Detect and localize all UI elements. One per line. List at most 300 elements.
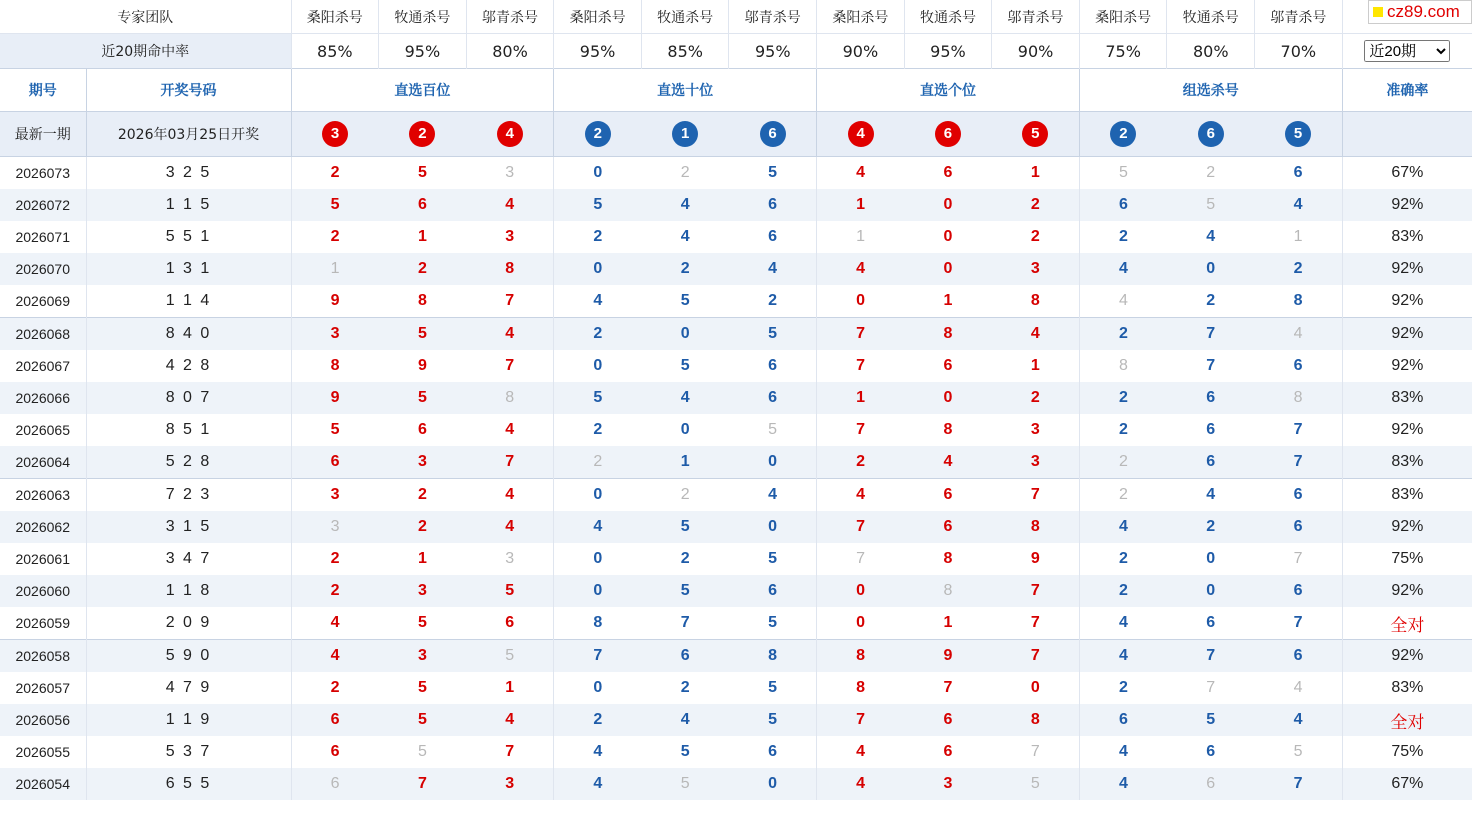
kill-number-cell: 1 (641, 446, 729, 479)
hit-rate: 90% (817, 34, 905, 69)
kill-number-cell: 6 (1079, 704, 1167, 736)
kill-number-cell: 2 (641, 253, 729, 285)
kill-number-cell: 8 (943, 550, 953, 567)
period-cell: 2026063 (0, 479, 86, 512)
draw-numbers-cell: 1 1 4 (86, 285, 291, 318)
latest-pick-ball: 3 (322, 121, 348, 147)
period-cell: 2026064 (0, 446, 86, 479)
kill-number-cell: 5 (1167, 189, 1255, 221)
kill-number-cell: 2 (291, 221, 379, 253)
latest-pick-ball: 2 (1110, 121, 1136, 147)
table-row (0, 736, 1472, 768)
kill-number-cell: 6 (904, 511, 992, 543)
kill-number-cell: 4 (904, 446, 992, 479)
table-row (0, 511, 1472, 543)
kill-number-cell: 3 (291, 318, 379, 351)
expert-name: 牧通杀号 (641, 0, 729, 34)
col-group: 组选杀号 (1079, 69, 1342, 112)
kill-number-cell: 2 (554, 221, 642, 253)
accuracy-cell: 92% (1342, 511, 1472, 543)
kill-number-cell: 7 (1030, 614, 1040, 631)
kill-number-cell: 4 (1167, 479, 1255, 512)
kill-number-cell: 6 (729, 382, 817, 414)
draw-numbers-cell: 8 5 1 (86, 414, 291, 446)
kill-number-cell: 5 (554, 189, 642, 221)
kill-number-cell: 7 (680, 614, 690, 631)
table-row (0, 479, 1472, 512)
kill-number-cell: 6 (729, 575, 817, 607)
kill-number-cell: 4 (817, 253, 905, 285)
kill-number-cell: 6 (1167, 768, 1255, 800)
draw-numbers-cell: 8 4 0 (86, 318, 291, 351)
kill-number-cell: 4 (817, 157, 905, 190)
kill-number-cell: 6 (1293, 164, 1303, 181)
kill-number-cell: 7 (992, 640, 1080, 673)
kill-number-cell: 0 (817, 575, 905, 607)
kill-number-cell: 2 (768, 292, 777, 309)
accuracy-cell: 83% (1342, 672, 1472, 704)
kill-number-cell: 9 (1030, 550, 1040, 567)
accuracy-cell: 75% (1342, 736, 1472, 768)
latest-pick-ball: 5 (1285, 121, 1311, 147)
kill-number-cell: 2 (291, 672, 379, 704)
kill-number-cell: 7 (1293, 614, 1303, 631)
period-cell: 2026059 (15, 615, 70, 631)
kill-number-cell: 8 (817, 672, 905, 704)
table-row (0, 607, 1472, 640)
hit-rate: 95% (379, 34, 467, 69)
kill-number-cell: 6 (291, 736, 379, 768)
kill-number-cell: 4 (291, 607, 379, 640)
hit-rate: 80% (466, 34, 554, 69)
kill-number-cell: 7 (505, 743, 515, 760)
kill-number-cell: 4 (466, 704, 554, 736)
latest-pick-ball: 5 (1022, 121, 1048, 147)
kill-number-cell: 3 (291, 479, 379, 512)
kill-number-cell: 5 (768, 421, 777, 438)
kill-number-cell: 7 (1255, 768, 1343, 800)
kill-number-cell: 2 (554, 318, 642, 351)
kill-number-cell: 2 (992, 382, 1080, 414)
kill-number-cell: 2 (641, 479, 729, 512)
kill-number-cell: 6 (1206, 743, 1216, 760)
kill-number-cell: 5 (291, 189, 379, 221)
kill-number-cell: 3 (904, 768, 992, 800)
kill-number-cell: 4 (641, 189, 729, 221)
draw-numbers-cell: 1 3 1 (86, 253, 291, 285)
kill-number-cell: 7 (1167, 318, 1255, 351)
period-cell: 2026071 (15, 229, 70, 245)
latest-pick-ball: 6 (760, 121, 786, 147)
expert-name: 桑阳杀号 (554, 0, 642, 34)
draw-numbers-cell: 5 9 0 (86, 640, 291, 673)
kill-number-cell: 0 (729, 768, 817, 800)
latest-pick-ball: 2 (409, 121, 435, 147)
period-cell: 2026057 (15, 680, 70, 696)
kill-number-cell: 6 (943, 743, 953, 760)
kill-number-cell: 6 (1206, 614, 1216, 631)
expert-name: 牧通杀号 (1167, 0, 1255, 34)
latest-label: 最新一期 (0, 112, 86, 157)
period-cell: 2026054 (0, 768, 86, 800)
kill-number-cell: 4 (466, 189, 554, 221)
kill-number-cell: 2 (1079, 318, 1167, 351)
kill-number-cell: 4 (1255, 704, 1343, 736)
kill-number-cell: 7 (992, 479, 1080, 512)
table-row (0, 253, 1472, 285)
kill-number-cell: 4 (466, 479, 554, 512)
kill-number-cell: 7 (943, 679, 953, 696)
accuracy-cell: 67% (1342, 768, 1472, 800)
expert-names-row (0, 0, 1472, 34)
kill-number-cell: 6 (1255, 479, 1343, 512)
kill-number-cell: 0 (554, 479, 642, 512)
draw-numbers-cell: 2 0 9 (86, 607, 291, 640)
kill-number-cell: 4 (729, 479, 817, 512)
latest-pick-ball: 1 (672, 121, 698, 147)
kill-number-cell: 4 (466, 511, 554, 543)
kill-number-cell: 3 (379, 640, 467, 673)
kill-number-cell: 4 (641, 704, 729, 736)
hit-rate: 85% (641, 34, 729, 69)
kill-number-cell: 1 (417, 228, 427, 245)
kill-number-cell: 3 (379, 446, 467, 479)
draw-numbers-cell: 4 7 9 (86, 672, 291, 704)
kill-number-cell: 5 (554, 382, 642, 414)
draw-numbers-cell: 1 1 5 (86, 189, 291, 221)
kill-number-cell: 5 (417, 614, 427, 631)
kill-number-cell: 2 (1079, 479, 1167, 512)
kill-number-cell: 3 (505, 550, 515, 567)
expert-name: 牧通杀号 (379, 0, 467, 34)
accuracy-cell: 83% (1342, 382, 1472, 414)
kill-number-cell: 0 (1167, 575, 1255, 607)
kill-number-cell: 6 (768, 743, 777, 760)
kill-number-cell: 3 (505, 228, 515, 245)
kill-number-cell: 5 (466, 640, 554, 673)
kill-number-cell: 5 (379, 318, 467, 351)
kill-number-cell: 8 (1079, 350, 1167, 382)
kill-number-cell: 0 (1206, 550, 1216, 567)
period-cell: 2026055 (15, 744, 70, 760)
kill-number-cell: 5 (768, 164, 777, 181)
kill-number-cell: 3 (505, 164, 515, 181)
kill-number-cell: 0 (904, 253, 992, 285)
expert-name: 邬青杀号 (466, 0, 554, 34)
period-cell: 2026072 (0, 189, 86, 221)
kill-number-cell: 2 (1030, 228, 1040, 245)
kill-number-cell: 8 (1255, 382, 1343, 414)
kill-number-cell: 9 (291, 285, 379, 318)
draw-numbers-cell: 1 1 9 (86, 704, 291, 736)
period-cell: 2026061 (15, 551, 70, 567)
kill-number-cell: 7 (466, 446, 554, 479)
kill-number-cell: 8 (1293, 292, 1303, 309)
kill-number-cell: 7 (554, 640, 642, 673)
kill-number-cell: 4 (1079, 511, 1167, 543)
kill-number-cell: 8 (992, 704, 1080, 736)
kill-number-cell: 8 (904, 318, 992, 351)
kill-number-cell: 5 (729, 704, 817, 736)
col-accuracy: 准确率 (1342, 69, 1472, 112)
hit-rate-label: 近20期命中率 (0, 34, 291, 69)
kill-number-cell: 8 (291, 350, 379, 382)
kill-number-cell: 0 (817, 607, 905, 640)
kill-number-cell: 2 (680, 550, 690, 567)
kill-number-cell: 8 (817, 640, 905, 673)
kill-number-cell: 1 (817, 382, 905, 414)
kill-number-cell: 6 (641, 640, 729, 673)
latest-pick-ball: 6 (1198, 121, 1224, 147)
table-row (0, 350, 1472, 382)
kill-number-cell: 0 (680, 421, 690, 438)
latest-pick-ball: 4 (848, 121, 874, 147)
kill-number-cell: 7 (1030, 743, 1040, 760)
kill-number-cell: 6 (729, 189, 817, 221)
kill-number-cell: 3 (992, 253, 1080, 285)
table-row (0, 157, 1472, 190)
history-rows (0, 157, 1472, 801)
kill-number-cell: 2 (1079, 414, 1167, 446)
kill-number-cell: 7 (817, 318, 905, 351)
kill-number-cell: 2 (291, 575, 379, 607)
kill-number-cell: 0 (729, 511, 817, 543)
kill-number-cell: 4 (554, 768, 642, 800)
table-row (0, 189, 1472, 221)
kill-number-cell: 1 (817, 189, 905, 221)
kill-number-cell: 3 (1030, 421, 1040, 438)
kill-number-cell: 1 (505, 679, 515, 696)
kill-number-cell: 5 (1079, 157, 1167, 190)
draw-numbers-cell: 5 2 8 (86, 446, 291, 479)
table-row (0, 768, 1472, 800)
kill-number-cell: 4 (466, 318, 554, 351)
table-row (0, 318, 1472, 351)
kill-number-cell: 7 (505, 292, 515, 309)
period-cell: 2026066 (0, 382, 86, 414)
kill-number-cell: 1 (943, 292, 953, 309)
accuracy-cell: 83% (1342, 221, 1472, 253)
kill-number-cell: 7 (992, 575, 1080, 607)
period-cell: 2026073 (15, 165, 70, 181)
kill-number-cell: 0 (729, 446, 817, 479)
table-row (0, 285, 1472, 318)
kill-number-cell: 8 (554, 607, 642, 640)
kill-number-cell: 6 (291, 768, 379, 800)
expert-name: 邬青杀号 (729, 0, 817, 34)
table-row (0, 221, 1472, 253)
kill-number-cell: 4 (1079, 736, 1167, 768)
kill-number-cell: 7 (379, 768, 467, 800)
expert-name: 邬青杀号 (1255, 0, 1343, 34)
kill-number-cell: 2 (554, 704, 642, 736)
kill-number-cell: 6 (904, 479, 992, 512)
kill-number-cell: 6 (1167, 382, 1255, 414)
kill-number-cell: 5 (641, 511, 729, 543)
kill-number-cell: 5 (417, 743, 427, 760)
kill-number-cell: 5 (729, 318, 817, 351)
latest-row (0, 112, 1472, 157)
kill-number-cell: 0 (1167, 253, 1255, 285)
kill-number-cell: 5 (466, 575, 554, 607)
kill-number-cell: 8 (904, 575, 992, 607)
kill-number-cell: 1 (1293, 228, 1303, 245)
site-logo[interactable] (1368, 0, 1472, 24)
kill-number-cell: 1 (943, 614, 953, 631)
kill-number-cell: 5 (992, 768, 1080, 800)
kill-number-cell: 7 (1255, 446, 1343, 479)
kill-number-cell: 9 (904, 640, 992, 673)
kill-number-cell: 2 (1079, 382, 1167, 414)
kill-number-cell: 5 (291, 414, 379, 446)
kill-number-cell: 2 (291, 543, 379, 575)
logo-text: cz89.com (1387, 2, 1460, 21)
kill-number-cell: 0 (554, 575, 642, 607)
kill-number-cell: 6 (768, 228, 777, 245)
kill-number-cell: 3 (466, 768, 554, 800)
kill-number-cell: 6 (1255, 640, 1343, 673)
kill-number-cell: 0 (817, 285, 905, 318)
kill-number-cell: 0 (943, 228, 953, 245)
kill-number-cell: 6 (417, 421, 427, 438)
kill-number-cell: 6 (1255, 511, 1343, 543)
kill-number-cell: 7 (1293, 550, 1303, 567)
draw-numbers-cell: 5 3 7 (86, 736, 291, 768)
period-cell: 2026065 (15, 422, 70, 438)
kill-number-cell: 8 (729, 640, 817, 673)
accuracy-cell: 92% (1342, 640, 1472, 673)
kill-number-cell: 6 (291, 704, 379, 736)
kill-number-cell: 2 (554, 446, 642, 479)
latest-pick-ball: 6 (935, 121, 961, 147)
accuracy-cell: 83% (1342, 479, 1472, 512)
kill-number-cell: 0 (904, 189, 992, 221)
kill-number-cell: 2 (554, 414, 642, 446)
kill-number-cell: 1 (417, 550, 427, 567)
kill-number-cell: 8 (943, 421, 953, 438)
kill-number-cell: 5 (1293, 743, 1303, 760)
kill-number-cell: 7 (1206, 357, 1216, 374)
kill-number-cell: 4 (729, 253, 817, 285)
kill-number-cell: 2 (1079, 575, 1167, 607)
kill-number-cell: 2 (817, 446, 905, 479)
kill-number-cell: 0 (554, 543, 642, 575)
draw-numbers-cell: 7 2 3 (86, 479, 291, 512)
latest-pick-ball: 2 (585, 121, 611, 147)
kill-number-cell: 4 (817, 736, 905, 768)
accuracy-cell: 83% (1342, 446, 1472, 479)
expert-name: 牧通杀号 (904, 0, 992, 34)
table-row (0, 382, 1472, 414)
col-units: 直选个位 (817, 69, 1080, 112)
kill-number-cell: 6 (505, 614, 515, 631)
team-label: 专家团队 (117, 9, 174, 26)
kill-number-cell: 7 (1293, 421, 1303, 438)
draw-numbers-cell: 5 5 1 (86, 221, 291, 253)
latest-pick-ball: 4 (497, 121, 523, 147)
kill-number-cell: 2 (1079, 672, 1167, 704)
kill-number-cell: 7 (817, 350, 905, 382)
accuracy-cell: 92% (1342, 350, 1472, 382)
kill-number-cell: 6 (1167, 446, 1255, 479)
kill-number-cell: 4 (1255, 318, 1343, 351)
kill-number-cell: 4 (554, 736, 642, 768)
kill-number-cell: 4 (817, 479, 905, 512)
draw-numbers-cell: 3 1 5 (86, 511, 291, 543)
kill-number-cell: 4 (1255, 189, 1343, 221)
hit-rate-row (0, 34, 1472, 69)
expert-name: 桑阳杀号 (1079, 0, 1167, 34)
col-draw: 开奖号码 (86, 69, 291, 112)
table-row (0, 414, 1472, 446)
hit-rate: 95% (904, 34, 992, 69)
kill-number-cell: 7 (817, 704, 905, 736)
kill-number-cell: 1 (291, 253, 379, 285)
kill-number-cell: 3 (992, 446, 1080, 479)
kill-number-cell: 8 (466, 253, 554, 285)
accuracy-cell: 92% (1342, 285, 1472, 318)
kill-number-cell: 2 (1079, 543, 1167, 575)
kill-number-cell: 1 (817, 221, 905, 253)
table-row (0, 672, 1472, 704)
latest-date: 2026年03月25日开奖 (86, 112, 291, 157)
kill-number-cell: 9 (291, 382, 379, 414)
kill-number-cell: 4 (1079, 640, 1167, 673)
kill-number-cell: 7 (505, 357, 515, 374)
kill-number-cell: 4 (680, 228, 690, 245)
period-cell: 2026060 (0, 575, 86, 607)
period-cell: 2026070 (0, 253, 86, 285)
table-row (0, 446, 1472, 479)
hit-rate: 80% (1167, 34, 1255, 69)
kill-number-cell: 4 (1293, 679, 1303, 696)
table-row (0, 575, 1472, 607)
kill-number-cell: 3 (291, 511, 379, 543)
draw-numbers-cell: 3 2 5 (86, 157, 291, 190)
kill-number-cell: 5 (680, 357, 690, 374)
kill-number-cell: 4 (1079, 253, 1167, 285)
hit-rate: 70% (1255, 34, 1343, 69)
kill-number-cell: 4 (641, 382, 729, 414)
kill-number-cell: 2 (680, 164, 690, 181)
expert-name: 桑阳杀号 (291, 0, 379, 34)
draw-numbers-cell: 4 2 8 (86, 350, 291, 382)
kill-number-cell: 2 (1255, 253, 1343, 285)
col-period: 期号 (0, 69, 86, 112)
kill-number-cell: 2 (379, 479, 467, 512)
accuracy-cell: 92% (1342, 414, 1472, 446)
latest-accuracy (1342, 112, 1472, 157)
kill-number-cell: 4 (992, 318, 1080, 351)
expert-name: 桑阳杀号 (817, 0, 905, 34)
kill-number-cell: 6 (1255, 575, 1343, 607)
kill-number-cell: 5 (641, 575, 729, 607)
kill-number-cell: 4 (1079, 768, 1167, 800)
kill-number-cell: 7 (817, 414, 905, 446)
kill-number-cell: 7 (1167, 640, 1255, 673)
accuracy-cell: 全对 (1342, 607, 1472, 640)
period-range-select[interactable] (1364, 40, 1450, 62)
kill-number-cell: 4 (505, 421, 515, 438)
kill-number-cell: 2 (291, 157, 379, 190)
kill-number-cell: 6 (768, 357, 777, 374)
hit-rate: 95% (729, 34, 817, 69)
kill-number-cell: 3 (379, 575, 467, 607)
accuracy-cell: 75% (1342, 543, 1472, 575)
draw-numbers-cell: 1 1 8 (86, 575, 291, 607)
kill-number-cell: 4 (554, 285, 642, 318)
kill-number-cell: 0 (554, 672, 642, 704)
